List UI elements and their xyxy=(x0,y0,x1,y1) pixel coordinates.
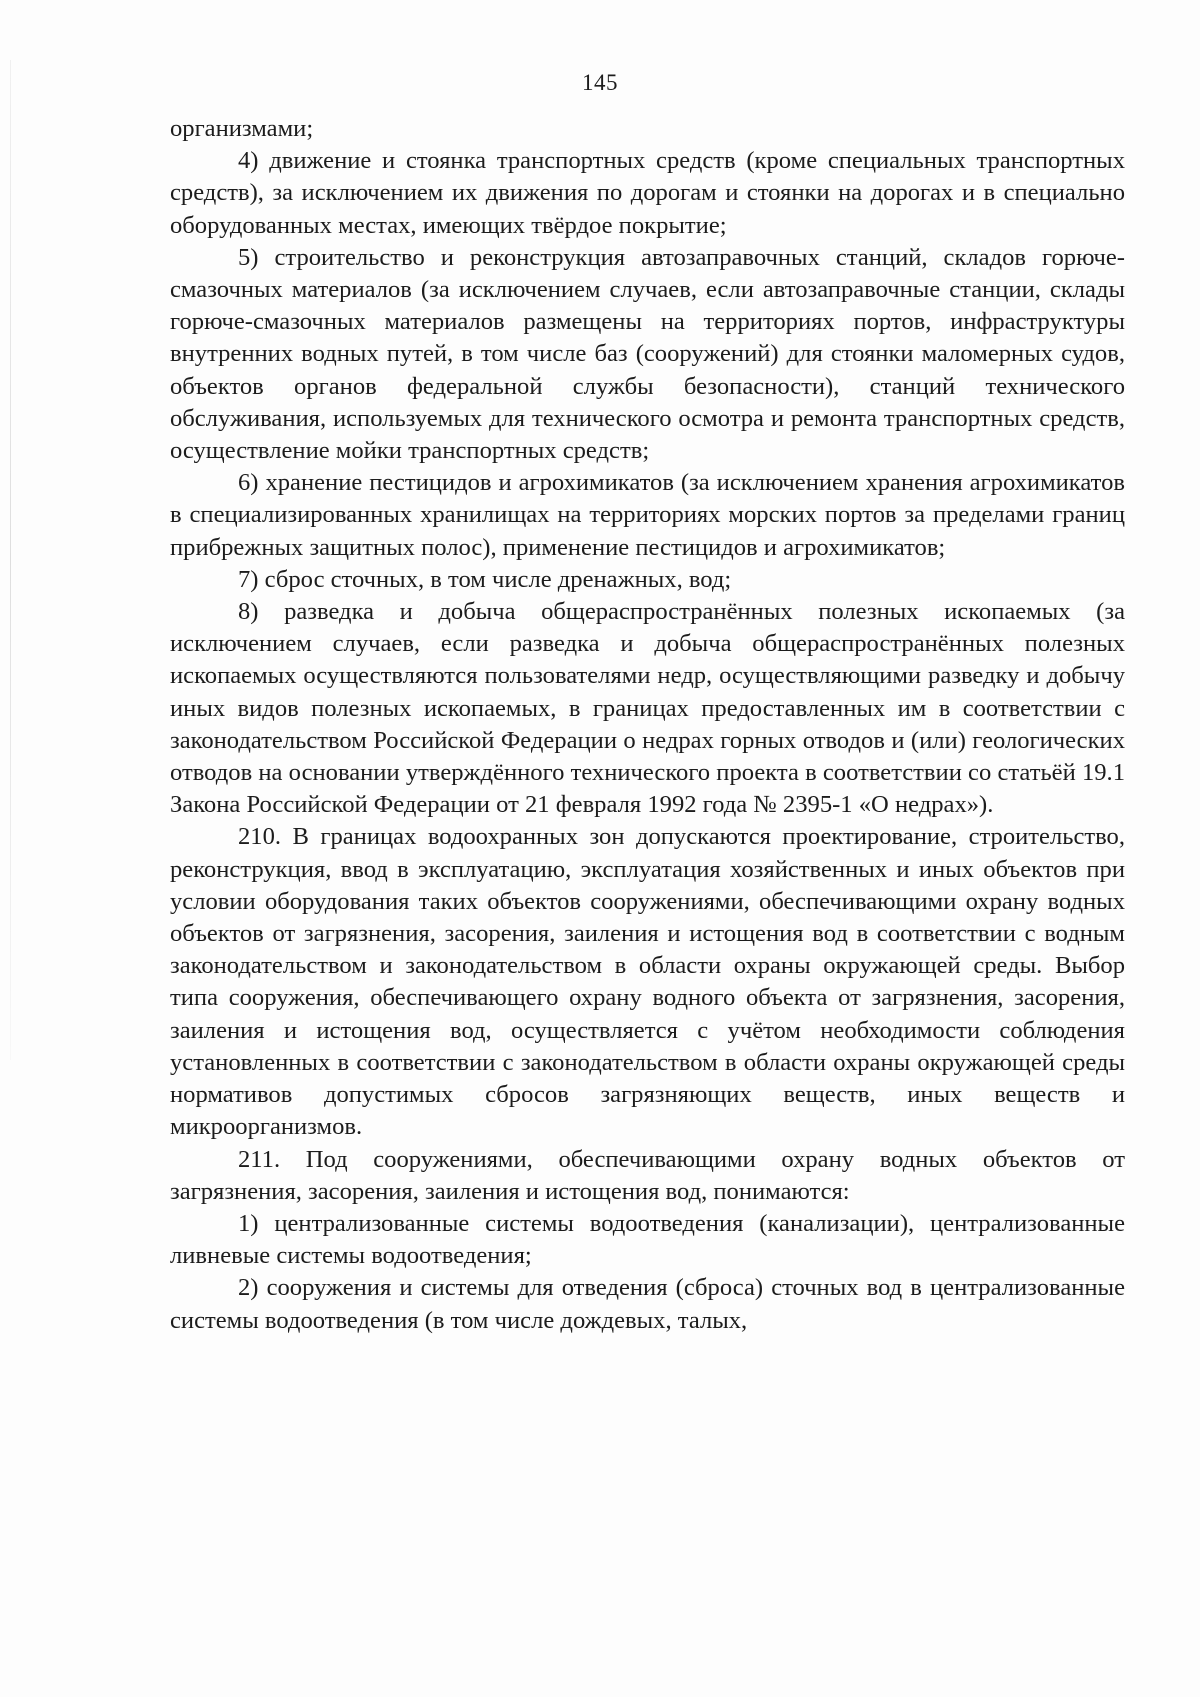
page-number: 145 xyxy=(582,70,618,95)
paragraph-211-item-1: 1) централизованные системы водоотведения (канализации), централизованные ливневые системы водоотведения; xyxy=(170,1209,1125,1270)
paragraph-item-8: 8) разведка и добыча общераспространённых полезных ископаемых (за исключением случаев, если разведка и добыча общераспространённых полезных ископаемых осуществляются пользователями недр, осуществляющими разведку и добычу иных видов полезных ископаемых, в границах предоставленных им в соответствии с законодательством Российской Федерации о недрах горных отводов и (или) геологических отводов на основании утверждённого технического проекта в соответствии со статьёй 19.1 Закона Российской Федерации от 21 февраля 1992 года № 2395-1 «О недрах»). xyxy=(170,598,1125,819)
paragraph-item-5: 5) строительство и реконструкция автозаправочных станций, складов горюче-смазочных материалов (за исключением случаев, если автозаправочные станции, склады горюче-смазочных материалов размещены на территориях портов, инфраструктуры внутренних водных путей, в том числе баз (сооружений) для стоянки маломерных судов, объектов органов федеральной службы безопасности), станций технического обслуживания, используемых для технического осмотра и ремонта транспортных средств, осуществление мойки транспортных средств; xyxy=(170,243,1125,465)
paragraph-clause-210: 210. В границах водоохранных зон допускаются проектирование, строительство, реконструкция, ввод в эксплуатацию, эксплуатация хозяйственных и иных объектов при условии оборудования таких объектов сооружениями, обеспечивающими охрану водных объектов от загрязнения, засорения, заиления и истощения вод в соответствии с водным законодательством и законодательством в области охраны окружающей среды. Выбор типа сооружения, обеспечивающего охрану водного объекта от загрязнения, засорения, заиления и истощения вод, осуществляется с учётом необходимости соблюдения установленных в соответствии с законодательством в области охраны окружающей среды нормативов допустимых сбросов загрязняющих веществ, иных веществ и микроорганизмов. xyxy=(170,823,1125,1141)
paragraph-item-6: 6) хранение пестицидов и агрохимикатов (за исключением хранения агрохимикатов в специализированных хранилищах на территориях морских портов за пределами границ прибрежных защитных полос), применение пестицидов и агрохимикатов; xyxy=(170,469,1125,561)
scan-edge-line xyxy=(10,60,11,1060)
document-body xyxy=(170,113,1125,1337)
paragraph-clause-211: 211. Под сооружениями, обеспечивающими охрану водных объектов от загрязнения, засорения, заиления и истощения вод, понимаются: xyxy=(170,1145,1125,1205)
paragraph-211-item-2: 2) сооружения и системы для отведения (сброса) сточных вод в централизованные системы водоотведения (в том числе дождевых, талых, xyxy=(170,1274,1125,1334)
paragraph-item-4: 4) движение и стоянка транспортных средств (кроме специальных транспортных средств), за исключением их движения по дорогам и стоянки на дорогах и в специально оборудованных местах, имеющих твёрдое покрытие; xyxy=(170,147,1125,239)
paragraph-item-7: 7) сброс сточных, в том числе дренажных, вод; xyxy=(238,565,732,593)
paragraph-continuation: организмами; xyxy=(170,115,314,142)
